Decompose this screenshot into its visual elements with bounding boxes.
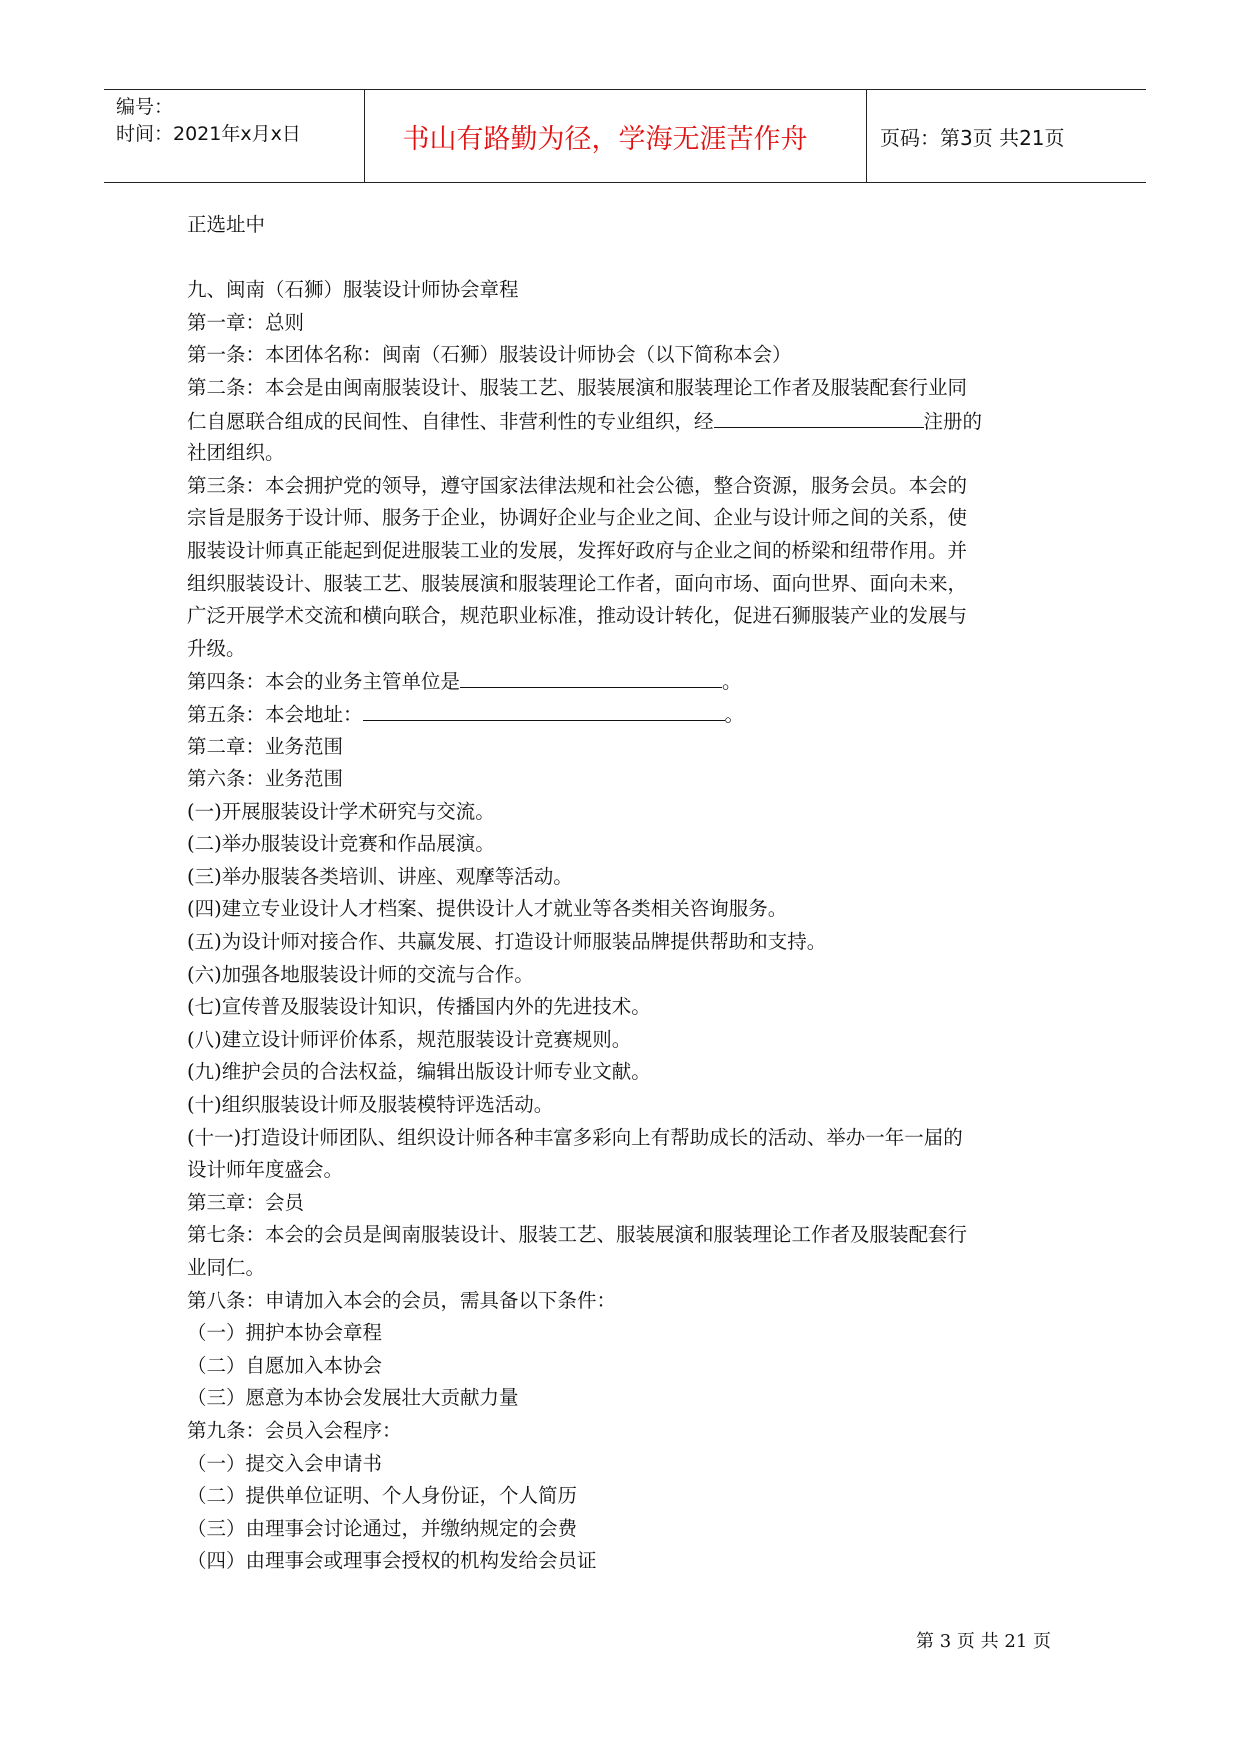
text-line: 服装设计师真正能起到促进服装工业的发展，发挥好政府与企业之间的桥梁和纽带作用。并	[187, 538, 968, 562]
list-item: (二)举办服装设计竞赛和作品展演。	[187, 832, 495, 856]
page-header	[104, 89, 1146, 183]
chapter-heading: 第一章：总则	[187, 310, 305, 334]
text-line: 宗旨是服务于设计师、服务于企业，协调好企业与企业之间、企业与设计师之间的关系，使	[187, 506, 968, 530]
text-line	[187, 665, 1057, 698]
list-item: (五)为设计师对接合作、共赢发展、打造设计师服装品牌提供帮助和支持。	[187, 930, 827, 954]
header-motto: 书山有路勤为径，学海无涯苦作舟	[402, 123, 808, 155]
fill-in-blank	[714, 405, 924, 428]
text-line: 第一条：本团体名称：闽南（石狮）服装设计师协会（以下简称本会）	[187, 343, 792, 367]
text-line: 广泛开展学术交流和横向联合，规范职业标准，推动设计转化，促进石狮服装产业的发展与	[187, 604, 968, 628]
list-item: (七)宣传普及服装设计知识，传播国内外的先进技术。	[187, 995, 651, 1019]
list-item: (八)建立设计师评价体系，规范服装设计竞赛规则。	[187, 1027, 632, 1051]
text-segment: 。	[722, 670, 742, 694]
fill-in-blank	[363, 698, 725, 721]
text-line	[187, 405, 1057, 438]
list-item: （三）愿意为本协会发展壮大贡献力量	[187, 1386, 519, 1410]
chapter-heading: 第二章：业务范围	[187, 734, 344, 758]
text-line: 正选址中	[187, 213, 266, 236]
document-time-label: 时间：2021年x月x日	[116, 123, 301, 145]
list-item: (十一)打造设计师团队、组织设计师各种丰富多彩向上有帮助成长的活动、举办一年一届的	[187, 1125, 963, 1149]
list-item: （一）提交入会申请书	[187, 1451, 383, 1475]
header-meta	[116, 94, 301, 148]
text-line	[187, 698, 1057, 731]
text-line: 业同仁。	[187, 1256, 266, 1279]
list-item: （二）提供单位证明、个人身份证，个人简历	[187, 1484, 578, 1508]
document-number-label: 编号：	[116, 96, 174, 118]
document-body	[187, 209, 1057, 1578]
text-line: 升级。	[187, 636, 246, 660]
text-segment: 第四条：本会的业务主管单位是	[187, 670, 461, 694]
text-line: 社团组织。	[187, 441, 285, 465]
text-segment: 仁自愿联合组成的民间性、自律性、非营利性的专业组织，经	[187, 409, 714, 433]
chapter-heading: 第三章：会员	[187, 1190, 305, 1214]
list-item: (三)举办服装各类培训、讲座、观摩等活动。	[187, 864, 573, 888]
text-line: 设计师年度盛会。	[187, 1158, 344, 1182]
header-page-number: 页码：第3页 共21页	[880, 125, 1065, 150]
list-item: （四）由理事会或理事会授权的机构发给会员证	[187, 1549, 597, 1573]
text-segment: 注册的	[923, 409, 983, 433]
list-item: (九)维护会员的合法权益，编辑出版设计师专业文献。	[187, 1060, 651, 1084]
text-line: 第八条：申请加入本会的会员，需具备以下条件：	[187, 1288, 617, 1312]
paragraph-gap	[187, 242, 1057, 275]
text-line: 第六条：业务范围	[187, 767, 344, 791]
text-line: 第九条：会员入会程序：	[187, 1418, 402, 1442]
text-line: 第七条：本会的会员是闽南服装设计、服装工艺、服装展演和服装理论工作者及服装配套行	[187, 1223, 968, 1247]
page-footer: 第 3 页 共 21 页	[916, 1631, 1051, 1652]
text-line: 组织服装设计、服装工艺、服装展演和服装理论工作者，面向市场、面向世界、面向未来，	[187, 571, 968, 595]
list-item: (四)建立专业设计人才档案、提供设计人才就业等各类相关咨询服务。	[187, 897, 788, 921]
text-segment: 。	[724, 702, 745, 726]
fill-in-blank	[460, 665, 722, 688]
list-item: （二）自愿加入本协会	[187, 1353, 383, 1377]
text-line: 第三条：本会拥护党的领导，遵守国家法律法规和社会公德，整合资源，服务会员。本会的	[187, 473, 968, 497]
list-item: (六)加强各地服装设计师的交流与合作。	[187, 962, 534, 986]
text-segment: 第五条：本会地址：	[187, 702, 363, 726]
section-heading: 九、闽南（石狮）服装设计师协会章程	[187, 278, 519, 302]
text-line: 第二条：本会是由闽南服装设计、服装工艺、服装展演和服装理论工作者及服装配套行业同	[187, 375, 968, 399]
list-item: (一)开展服装设计学术研究与交流。	[187, 799, 495, 823]
list-item: （一）拥护本协会章程	[187, 1321, 383, 1345]
list-item: （三）由理事会讨论通过，并缴纳规定的会费	[187, 1516, 578, 1540]
list-item: (十)组织服装设计师及服装模特评选活动。	[187, 1093, 554, 1117]
